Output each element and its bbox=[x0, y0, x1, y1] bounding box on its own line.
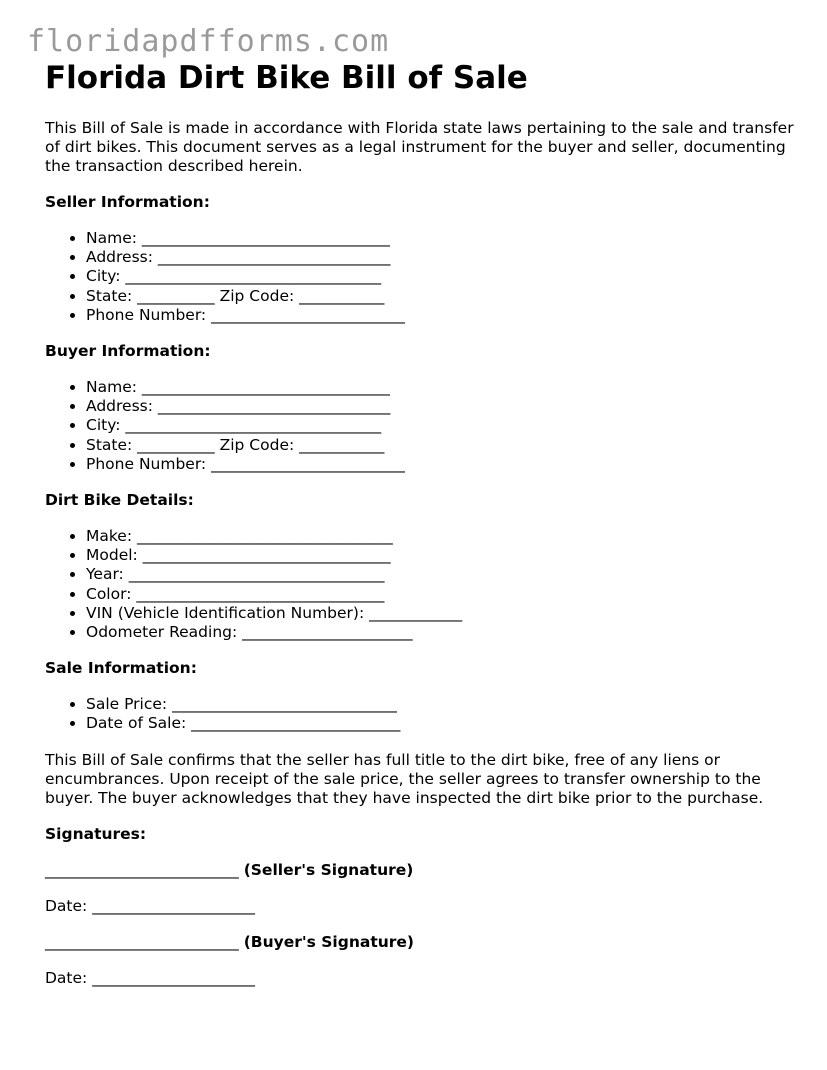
seller-state-zip-field: • State: __________ Zip Code: ___________ bbox=[86, 287, 805, 306]
seller-address-field: • Address: ______________________________ bbox=[86, 248, 805, 267]
bike-odometer-field: • Odometer Reading: ______________________ bbox=[86, 623, 805, 642]
seller-signature-label: (Seller's Signature) bbox=[243, 860, 414, 879]
bike-vin-field: • VIN (Vehicle Identification Number): ____________ bbox=[86, 604, 805, 623]
buyer-city-field: • City: _________________________________ bbox=[86, 416, 805, 435]
document-page bbox=[45, 56, 805, 988]
watermark: floridapdfforms.com bbox=[27, 24, 390, 59]
buyer-signature-row bbox=[45, 933, 805, 952]
buyer-signature-label: (Buyer's Signature) bbox=[243, 932, 414, 951]
bike-color-field: • Color: ________________________________ bbox=[86, 585, 805, 604]
buyer-heading: Buyer Information: bbox=[45, 342, 211, 361]
seller-signature-row bbox=[45, 861, 805, 880]
seller-heading: Seller Information: bbox=[45, 193, 210, 211]
buyer-list bbox=[45, 378, 805, 474]
sale-price-field: • Sale Price: _____________________________ bbox=[86, 695, 805, 714]
bike-make-field: • Make: _________________________________ bbox=[86, 527, 805, 546]
seller-list bbox=[45, 229, 805, 325]
intro-paragraph: This Bill of Sale is made in accordance with Florida state laws pertaining to the sale and transfer of dirt bikes. This document serves as a legal instrument for the buyer and seller, documenting the transaction described herein. bbox=[45, 119, 794, 175]
buyer-address-field: • Address: ______________________________ bbox=[86, 397, 805, 416]
page-title: Florida Dirt Bike Bill of Sale bbox=[45, 60, 528, 96]
buyer-phone-field: • Phone Number: _________________________ bbox=[86, 455, 805, 474]
seller-signature-line: _________________________ bbox=[45, 860, 239, 879]
seller-date-line: Date: _____________________ bbox=[45, 896, 255, 915]
sale-date-field: • Date of Sale: ___________________________ bbox=[86, 714, 805, 733]
seller-name-field: • Name: ________________________________ bbox=[86, 229, 805, 248]
bike-list bbox=[45, 527, 805, 642]
bike-year-field: • Year: _________________________________ bbox=[86, 565, 805, 584]
signatures-heading: Signatures: bbox=[45, 824, 147, 843]
bike-model-field: • Model: ________________________________ bbox=[86, 546, 805, 565]
sale-list bbox=[45, 695, 805, 733]
seller-city-field: • City: _________________________________ bbox=[86, 267, 805, 286]
buyer-name-field: • Name: ________________________________ bbox=[86, 378, 805, 397]
buyer-signature-line: _________________________ bbox=[45, 932, 239, 951]
bike-heading: Dirt Bike Details: bbox=[45, 491, 194, 510]
seller-phone-field: • Phone Number: _________________________ bbox=[86, 306, 805, 325]
buyer-state-zip-field: • State: __________ Zip Code: ___________ bbox=[86, 436, 805, 455]
sale-heading: Sale Information: bbox=[45, 659, 197, 678]
buyer-date-line: Date: _____________________ bbox=[45, 968, 255, 987]
closing-paragraph: This Bill of Sale confirms that the seller has full title to the dirt bike, free of any liens or encumbrances. Upon receipt of the sale price, the seller agrees to transfer ownership to the buyer. The buyer acknowledges that they have inspected the dirt bike prior to the purchase. bbox=[45, 750, 764, 807]
